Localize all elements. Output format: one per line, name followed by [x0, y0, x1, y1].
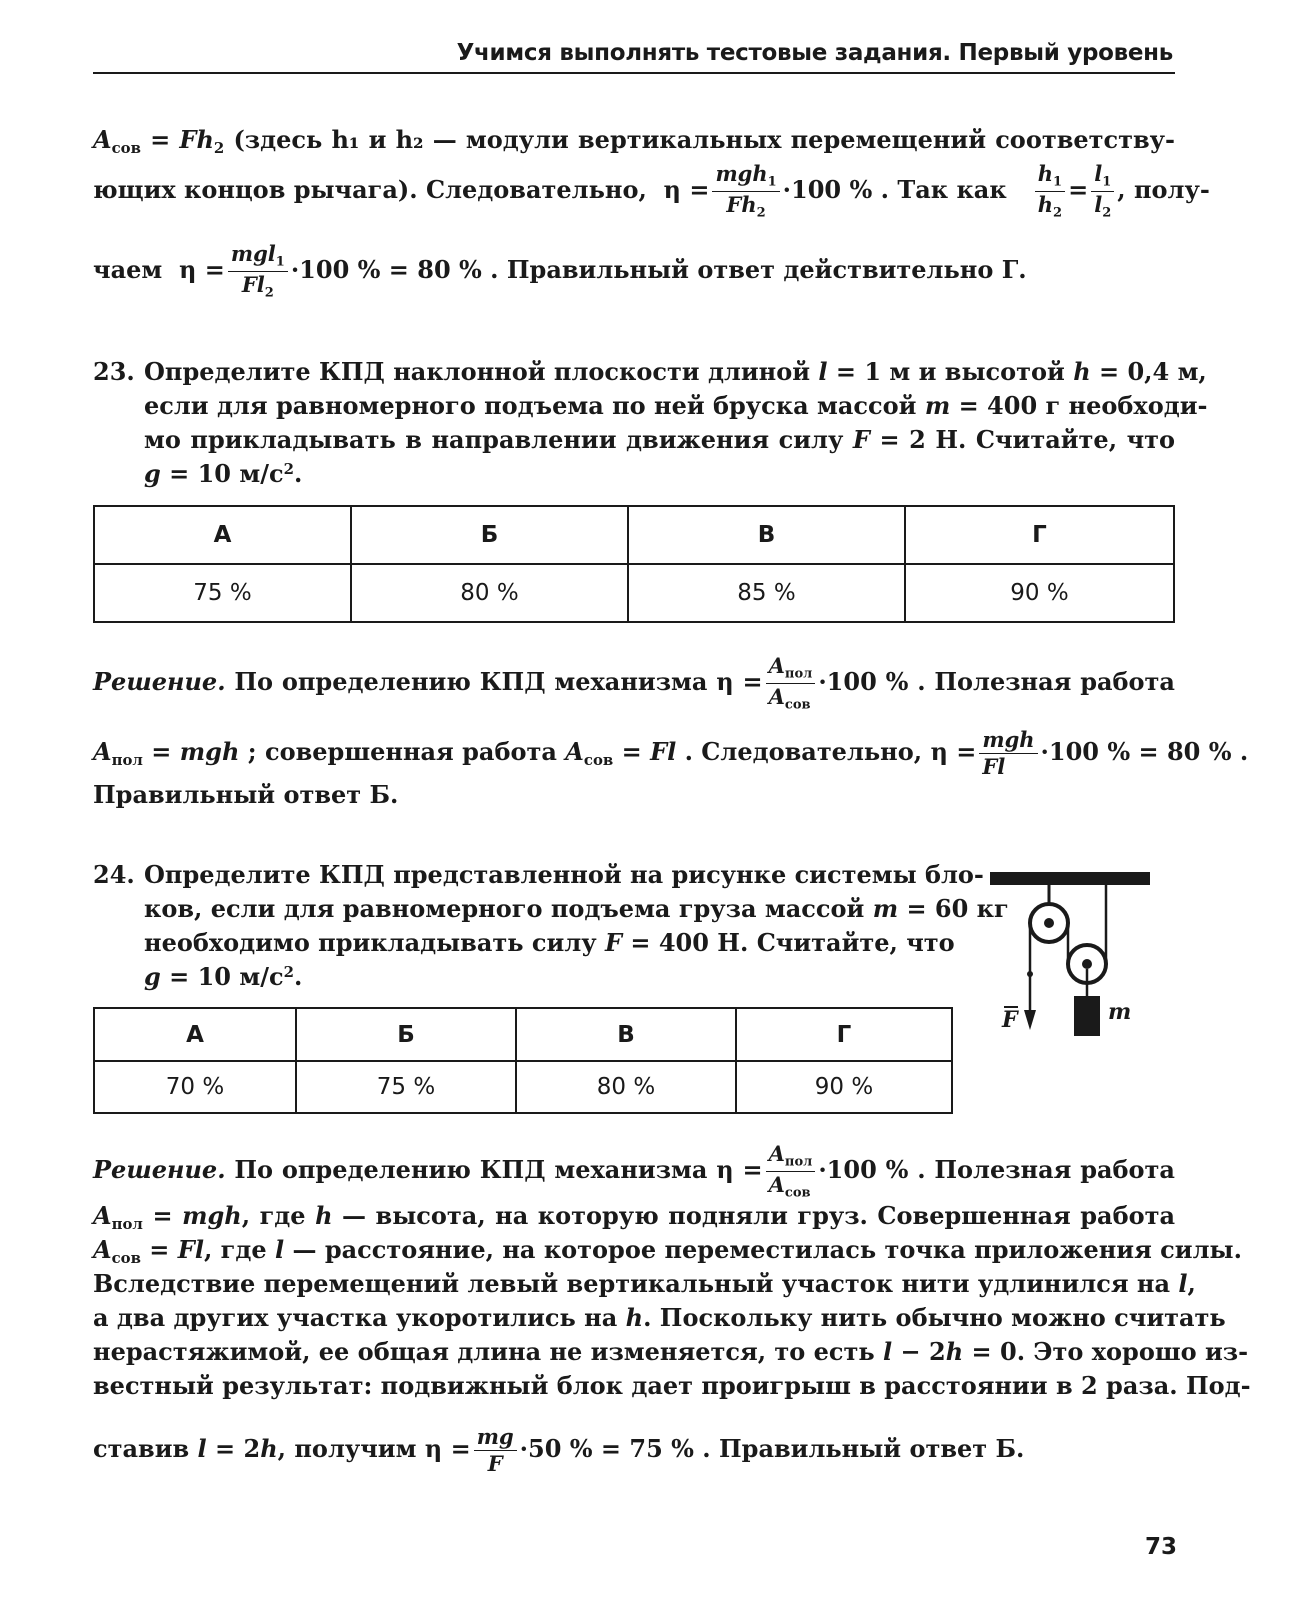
head-rule	[93, 72, 1175, 74]
option-letter: Г	[736, 1008, 952, 1061]
pulley-system-figure	[990, 864, 1175, 1044]
option-letter: Б	[351, 506, 628, 564]
fraction-mgl1-Fl2: $\frac{mgl_1}{Fl_2}$	[228, 243, 288, 300]
option-letter: Б	[296, 1008, 516, 1061]
q24-line-3: необходимо прикладывать силу F = 400 Н. Считайте, что	[144, 928, 955, 957]
fraction-mgh1-Fh2: $\frac{mgh_1}{Fh_2}$	[712, 163, 779, 220]
option-value: 80 %	[516, 1061, 736, 1113]
question-number: 24.	[93, 860, 135, 889]
option-value: 75 %	[94, 564, 351, 622]
force-arrow	[1024, 1010, 1036, 1030]
load-mass	[1074, 996, 1100, 1036]
q24-solution-line-7: вестный результат: подвижный блок дает проигрыш в расстоянии в 2 раза. Под-	[93, 1371, 1251, 1400]
q23-answer-table	[93, 505, 1175, 623]
running-head: Учимся выполнять тестовые задания. Первый уровень	[456, 40, 1173, 66]
prev-solution-line-1: $A_{сов} = Fh_2$ (здесь h₁ и h₂ — модули вертикальных перемещений соответству-	[93, 125, 1175, 158]
option-value: 75 %	[296, 1061, 516, 1113]
q23-line-3: мо прикладывать в направлении движения силу F = 2 Н. Считайте, что	[144, 425, 1176, 454]
option-value: 85 %	[628, 564, 905, 622]
prev-solution-line-2: ющих концов рычага). Следовательно, η = $\frac{mgh_1}{Fh_2}$ ·100 % . Так как $\frac{h_1}{h_2}$ = $\frac{l_1}{l_2}$ , полу-	[93, 161, 1210, 221]
fraction-mgh-Fl: $\frac{\text{mgh}}{Fl}$	[979, 729, 1037, 778]
option-letter: В	[628, 506, 905, 564]
fraction-l1-l2: $\frac{l_1}{l_2}$	[1091, 163, 1114, 220]
q24-line-2: ков, если для равномерного подъема груза массой m = 60 кг	[144, 894, 1009, 923]
fraction-mg-F: $\frac{mg}{F}$	[474, 1426, 517, 1475]
option-value: 70 %	[94, 1061, 296, 1113]
q24-solution-line-6: нерастяжимой, ее общая длина не изменяется, то есть l − 2h = 0. Это хорошо из-	[93, 1337, 1249, 1366]
q23-line-2: если для равномерного подъема по ней бруска массой m = 400 г необходи-	[144, 391, 1208, 420]
question-number: 23.	[93, 357, 135, 386]
q23-line-4: g = 10 $м/с^2$.	[144, 459, 303, 488]
q24-solution-line-8: ставив l = 2h, получим η = $\frac{mg}{F}$ ·50 % = 75 % . Правильный ответ Б.	[93, 1424, 1025, 1477]
option-value: 90 %	[736, 1061, 952, 1113]
option-value: 80 %	[351, 564, 628, 622]
q24-line-4: g = 10 $м/с^2$.	[144, 962, 303, 991]
fraction-Apol-Asov: $\frac{A_{пол}}{A_{сов}}$	[766, 655, 816, 712]
page-number: 73	[1145, 1534, 1178, 1560]
option-letter: А	[94, 506, 351, 564]
q24-answer-table	[93, 1007, 953, 1114]
option-letter: Г	[905, 506, 1174, 564]
fraction-Apol-Asov: $\frac{A_{пол}}{A_{сов}}$	[766, 1143, 816, 1200]
q23-solution-line-3: Правильный ответ Б.	[93, 780, 399, 809]
q23-solution-line-1: Решение. По определению КПД механизма η = $\frac{A_{пол}}{A_{сов}}$ ·100 % . Полезная работа	[93, 653, 1175, 713]
q23-solution-line-2: $A_{пол}$ = mgh ; совершенная работа $A_{сов} = Fl$ . Следовательно, η = $\frac{\text{mgh}}{Fl}$ ·100 % = 80 % .	[93, 727, 1249, 780]
force-label: F	[1002, 1007, 1018, 1033]
q24-solution-line-3: $A_{сов} = Fl$, где l — расстояние, на которое переместилась точка приложения силы.	[93, 1235, 1242, 1268]
ceiling-beam	[990, 872, 1150, 885]
fraction-h1-h2: $\frac{h_1}{h_2}$	[1035, 163, 1065, 220]
q24-solution-line-1: Решение. По определению КПД механизма η = $\frac{A_{пол}}{A_{сов}}$ ·100 % . Полезная работа	[93, 1141, 1175, 1201]
q24-solution-line-4: Вследствие перемещений левый вертикальный участок нити удлинился на l,	[93, 1269, 1196, 1298]
option-value: 90 %	[905, 564, 1174, 622]
option-letter: В	[516, 1008, 736, 1061]
q24-solution-line-5: а два других участка укоротились на h. Поскольку нить обычно можно считать	[93, 1303, 1226, 1332]
q24-solution-line-2: $A_{пол}$ = mgh, где h — высота, на которую подняли груз. Совершенная работа	[93, 1201, 1176, 1234]
q24-line-1: Определите КПД представленной на рисунке системы бло-	[144, 860, 984, 889]
prev-solution-line-3: чаем η = $\frac{mgl_1}{Fl_2}$ ·100 % = 80 % . Правильный ответ действительно Г.	[93, 241, 1027, 301]
option-letter: А	[94, 1008, 296, 1061]
mass-label: m	[1108, 999, 1132, 1025]
q23-line-1: Определите КПД наклонной плоскости длиной l = 1 м и высотой h = 0,4 м,	[144, 357, 1207, 386]
